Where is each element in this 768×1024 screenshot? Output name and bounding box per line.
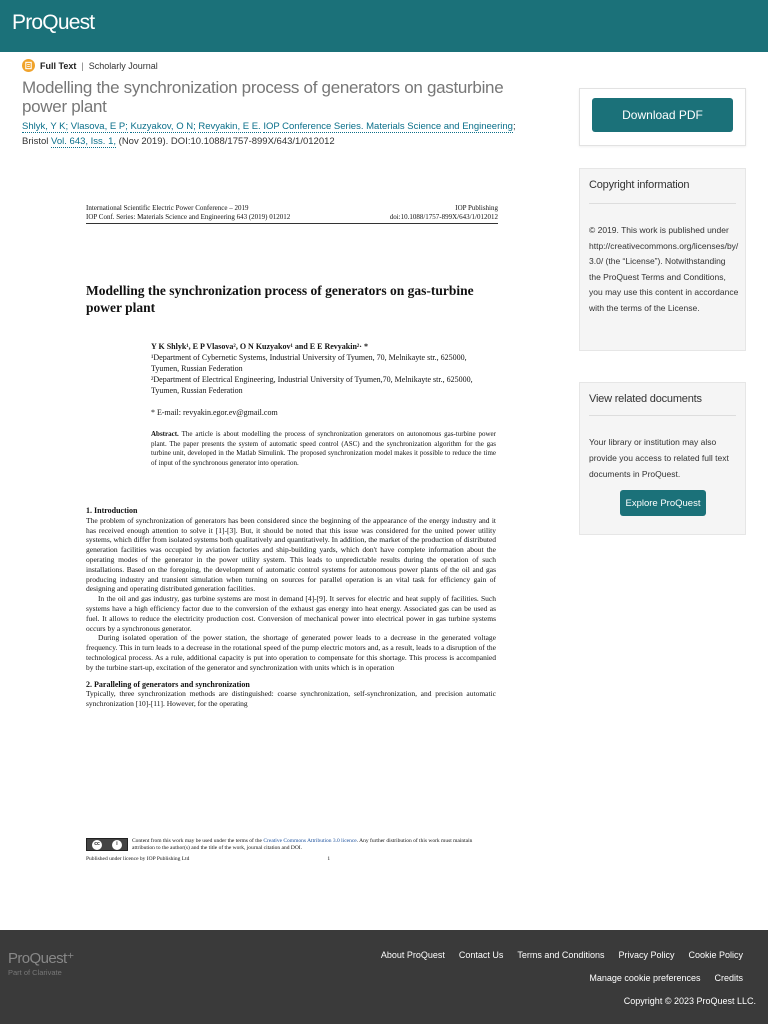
paragraph: During isolated operation of the power station, the shortage of generated power leads to a decrease in the generated voltage frequency. This in turn leads to a decrease in the rotational speed of the pump electric motors and, as a result, leads to a disruption of the technological process. As a rule, additional capacity is put into operation to compensate for this shortage. This process is accompanied by the turbine start-up, excitation of the generator and synchronization with units which is in operation xyxy=(86,633,496,672)
paper-header-row1 xyxy=(86,204,498,213)
publication-place: ; Bristol xyxy=(22,121,516,147)
author-email: * E-mail: revyakin.egor.ev@gmail.com xyxy=(151,408,278,417)
copyright-card xyxy=(579,168,746,351)
paper-title: Modelling the synchronization process of generators on gas-turbine power plant xyxy=(86,283,474,315)
abstract xyxy=(151,430,496,468)
page-footer xyxy=(0,930,768,1024)
download-pdf-button[interactable]: Download PDF xyxy=(592,98,733,132)
affiliation-1: ¹Department of Cybernetic Systems, Industrial University of Tyumen, 70, Melnikayte str., 625000, Tyumen, Russian Federation xyxy=(151,353,467,373)
paragraph: In the oil and gas industry, gas turbine systems are most in demand [4]-[9]. It serves for electric and heat supply of facilities. Such systems have a high efficiency factor due to the conversion of the exhaust gas energy into heat energy. Associated gas can be used as fuel. It allows to reduce the electricity production cost. Conversion of mechanical power into electrical power in gas turbine systems occurs by a synchronous generator. xyxy=(86,594,496,633)
creative-commons-badge: cc i xyxy=(86,838,128,851)
paper-header-row2 xyxy=(86,213,498,222)
footer-link-credits[interactable]: Credits xyxy=(714,973,743,983)
document-type-line xyxy=(22,59,158,72)
paper-body xyxy=(86,506,496,709)
document-title: Modelling the synchronization process of generators on gasturbine power plant xyxy=(22,78,504,116)
copyright-text: © 2019. This work is published under http://creativecommons.org/licenses/by/3.0/ (the “License”). Notwithstanding the ProQuest Terms and Conditions, you may use this content in accordance with the terms of the License. xyxy=(589,225,739,313)
license-notice xyxy=(86,838,496,852)
paper-authors: Y K Shlyk¹, E P Vlasova², O N Kuzyakov¹ and E E Revyakin²· * xyxy=(151,342,368,351)
abstract-text: The article is about modelling the process of synchronization generators on autonomous gas-turbine power plant. The paper presents the system of automatic speed control (ASC) and the synchronization algorithm for the gas turbine unit, developed in the Matlab Simulink. The proposed synchronization model makes it possible to reduce the time of input of the synchronous generator into operation. xyxy=(151,430,496,467)
footer-logo[interactable]: ProQuest⁺ xyxy=(8,950,74,967)
footer-link-cookie[interactable]: Cookie Policy xyxy=(688,950,743,960)
license-text: Content from this work may be used under the terms of the Creative Commons Attribution 3.0 licence. Any further distribution of this work must maintain attribution to the author(s) and the title of the work, journal citation and DOI. xyxy=(132,838,473,851)
footer-links-row1 xyxy=(381,950,743,960)
paper-footer xyxy=(86,856,496,862)
footer-copyright: Copyright © 2023 ProQuest LLC. xyxy=(623,996,756,1006)
footer-link-terms[interactable]: Terms and Conditions xyxy=(517,950,605,960)
related-title[interactable]: View related documents xyxy=(589,393,702,405)
paper-doi: doi:10.1088/1757-899X/643/1/012012 xyxy=(389,213,498,221)
related-text: Your library or institution may also provide you access to related full text documents in ProQuest. xyxy=(589,437,729,479)
section-heading: 1. Introduction xyxy=(86,506,138,515)
download-card xyxy=(579,88,746,146)
full-text-label: Full Text xyxy=(40,60,77,71)
author-link[interactable]: Vlasova, E P; xyxy=(70,121,128,132)
affiliation-2: ²Department of Electrical Engineering, Industrial University of Tyumen,70, Melnikayte str., 625000, Tyumen, Russian Federation xyxy=(151,375,473,395)
date-doi: (Nov 2019). DOI:10.1088/1757-899X/643/1/012012 xyxy=(116,136,335,147)
footer-links-row2 xyxy=(589,973,743,983)
author-link[interactable]: Revyakin, E E. xyxy=(198,121,261,132)
divider xyxy=(589,415,736,416)
divider xyxy=(589,203,736,204)
published-under: Published under licence by IOP Publishing Ltd xyxy=(86,856,190,862)
section-heading: 2. Paralleling of generators and synchronization xyxy=(86,679,250,689)
paragraph: The problem of synchronization of generators has been considered since the beginning of the appearance of the energy industry and it has received enough attention to solve it [1]-[3]. But, it should be noted that this issue was considered for the united power utility systems, which differ from isolated systems both qualitatively and quantitatively. In addition, the market of the production of distributed generation facilities was occupied by aviation factories and ship-building yards, which don't have complete information about the operating modes of the generator in the power utility system. This leads to unpredictable results during the operation of such installations. Based on the foregoing, the development of automatic control systems for autonomous power plants of the oil and gas producing industry and transient simulation when turning on sources for parallel operation is an vital task for efficiency gain of designing and operating distributed generation facilities. xyxy=(86,515,496,594)
top-header-bar xyxy=(0,0,768,52)
abstract-label: Abstract. xyxy=(151,430,179,438)
footer-link-about[interactable]: About ProQuest xyxy=(380,950,445,960)
paper-page xyxy=(86,204,498,862)
conference-name: International Scientific Electric Power Conference – 2019 xyxy=(86,204,249,212)
copyright-title: Copyright information xyxy=(589,179,690,191)
citation xyxy=(22,119,542,149)
footer-link-privacy[interactable]: Privacy Policy xyxy=(618,950,675,960)
license-link[interactable]: Creative Commons Attribution 3.0 licence xyxy=(263,838,357,844)
explore-proquest-button[interactable]: Explore ProQuest xyxy=(620,490,706,516)
document-type: Scholarly Journal xyxy=(88,60,158,71)
footer-subtitle: Part of Clarivate xyxy=(8,968,62,977)
publisher-name: IOP Publishing xyxy=(455,204,498,212)
page-number: 1 xyxy=(327,856,331,862)
author-link[interactable]: Shlyk, Y K; xyxy=(22,121,69,132)
full-text-icon xyxy=(22,59,35,72)
footer-link-contact[interactable]: Contact Us xyxy=(458,950,504,960)
author-link[interactable]: Kuzyakov, O N; xyxy=(130,121,196,132)
header-rule xyxy=(86,223,498,224)
separator: | xyxy=(81,60,84,71)
paper-authors-block xyxy=(151,341,496,396)
proquest-logo[interactable]: ProQuest xyxy=(12,11,95,34)
series-name: IOP Conf. Series: Materials Science and Engineering 643 (2019) 012012 xyxy=(86,213,291,221)
journal-link[interactable]: IOP Conference Series. Materials Science and Engineering xyxy=(263,121,513,132)
paragraph: Typically, three synchronization methods are distinguished: coarse synchronization, self-synchronization, and precision automatic synchronization [10]-[11]. However, for the operating xyxy=(86,689,496,709)
volume-link[interactable]: Vol. 643, Iss. 1, xyxy=(51,136,117,147)
footer-link-cookie-prefs[interactable]: Manage cookie preferences xyxy=(589,973,701,983)
related-documents-card xyxy=(579,382,746,535)
